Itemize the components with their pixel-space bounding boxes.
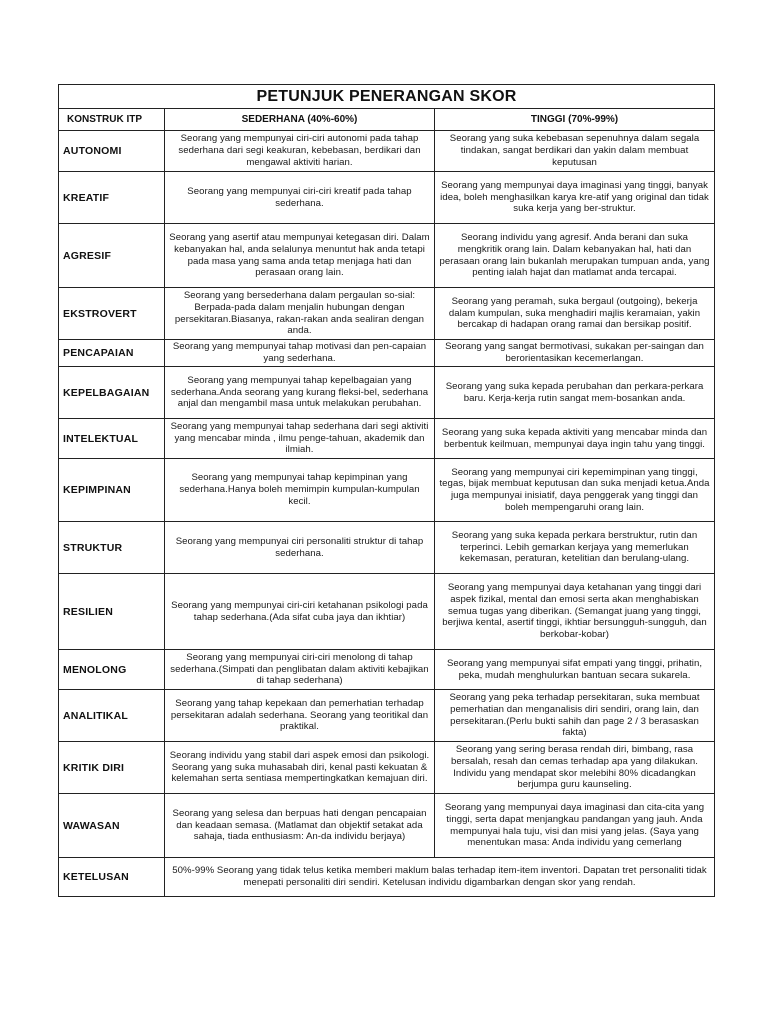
table-row xyxy=(59,172,715,224)
moderate-description: Seorang individu yang stabil dari aspek emosi dan psikologi. Seorang yang suka muhasabah diri, kenal pasti kekuatan & kelemahan serta sentiasa mempertingkatkan kemajuan diri. xyxy=(165,742,435,794)
header-construct: KONSTRUK ITP xyxy=(59,109,165,131)
construct-name: KEPIMPINAN xyxy=(59,459,165,522)
table-row xyxy=(59,574,715,650)
table-row xyxy=(59,522,715,574)
table-row xyxy=(59,288,715,340)
construct-name: KREATIF xyxy=(59,172,165,224)
high-description: Seorang yang mempunyai ciri kepemimpinan yang tinggi, tegas, bijak membuat keputusan dan suka menjadi ketua.Anda juga mempunyai inisiatif, daya penggerak yang tinggi dan boleh mempengaruhi orang lain. xyxy=(435,459,715,522)
table-row xyxy=(59,224,715,288)
high-description: Seorang yang mempunyai daya imaginasi yang tinggi, banyak idea, boleh menghasilkan karya kre-atif yang original dan tidak suka kerja yang ber-struktur. xyxy=(435,172,715,224)
table-row xyxy=(59,459,715,522)
construct-name: KEPELBAGAIAN xyxy=(59,367,165,419)
moderate-description: Seorang yang mempunyai ciri-ciri kreatif pada tahap sederhana. xyxy=(165,172,435,224)
page-title: PETUNJUK PENERANGAN SKOR xyxy=(59,85,715,109)
moderate-description: Seorang yang bersederhana dalam pergaulan so-sial: Berpada-pada dalam menjalin hubungan dengan persekitaran.Biasanya, rakan-rakan anda sealiran dengan anda. xyxy=(165,288,435,340)
transparency-description: 50%-99% Seorang yang tidak telus ketika memberi maklum balas terhadap item-item inventori. Dapatan tret personaliti tidak menepati personaliti diri sendiri. Ketelusan individu digambarkan dengan skor yang rendah. xyxy=(165,858,715,897)
table-row xyxy=(59,858,715,897)
high-description: Seorang yang suka kepada perkara berstruktur, rutin dan terperinci. Lebih gemarkan kerjaya yang memerlukan kekemasan, peraturan, ketelitian dan berulang-ulang. xyxy=(435,522,715,574)
high-description: Seorang yang sering berasa rendah diri, bimbang, rasa bersalah, resah dan cemas terhadap apa yang dilakukan. Individu yang mendapat skor melebihi 80% dicadangkan berjumpa guru kaunseling. xyxy=(435,742,715,794)
score-guide-table xyxy=(58,84,715,897)
moderate-description: Seorang yang selesa dan berpuas hati dengan pencapaian dan keadaan semasa. (Matlamat dan objektif setakat ada sahaja, tiada enthusiasm: An-da individu berjaya) xyxy=(165,794,435,858)
construct-name: INTELEKTUAL xyxy=(59,419,165,459)
high-description: Seorang yang sangat bermotivasi, sukakan per-saingan dan berorientasikan kecemerlangan. xyxy=(435,340,715,367)
construct-name: AGRESIF xyxy=(59,224,165,288)
table-row xyxy=(59,794,715,858)
table-row xyxy=(59,367,715,419)
moderate-description: Seorang yang mempunyai ciri-ciri menolong di tahap sederhana.(Simpati dan penglibatan dalam aktiviti kebajikan di tahap sederhana) xyxy=(165,650,435,690)
moderate-description: Seorang yang mempunyai tahap sederhana dari segi aktiviti yang mencabar minda , ilmu penge-tahuan, akademik dan ilmiah. xyxy=(165,419,435,459)
high-description: Seorang yang peramah, suka bergaul (outgoing), bekerja dalam kumpulan, suka menghadiri majlis keramaian, yakin bercakap di hadapan orang ramai dan bersikap positif. xyxy=(435,288,715,340)
construct-name: STRUKTUR xyxy=(59,522,165,574)
header-high: TINGGI (70%-99%) xyxy=(435,109,715,131)
moderate-description: Seorang yang tahap kepekaan dan pemerhatian terhadap persekitaran adalah sederhana. Seorang yang teoritikal dan praktikal. xyxy=(165,690,435,742)
high-description: Seorang yang mempunyai daya ketahanan yang tinggi dari aspek fizikal, mental dan emosi serta akan menghabiskan semua tugas yang diberikan. (Semangat juang yang tinggi, berjiwa kental, asertif tinggi, ikhtiar bersungguh-sungguh, dan berkobar-kobar) xyxy=(435,574,715,650)
construct-name: WAWASAN xyxy=(59,794,165,858)
table-row xyxy=(59,650,715,690)
construct-name: ANALITIKAL xyxy=(59,690,165,742)
moderate-description: Seorang yang mempunyai ciri-ciri autonomi pada tahap sederhana dari segi keakuran, kebebasan, berdikari dan mengawal aktiviti harian. xyxy=(165,131,435,172)
high-description: Seorang yang suka kebebasan sepenuhnya dalam segala tindakan, sangat berdikari dan yakin dalam membuat keputusan xyxy=(435,131,715,172)
table-row xyxy=(59,340,715,367)
high-description: Seorang yang suka kepada aktiviti yang mencabar minda dan berbentuk keilmuan, mempunyai daya ingin tahu yang tinggi. xyxy=(435,419,715,459)
construct-name: RESILIEN xyxy=(59,574,165,650)
score-guide-sheet xyxy=(58,84,714,897)
table-row xyxy=(59,419,715,459)
table-row xyxy=(59,742,715,794)
construct-name: MENOLONG xyxy=(59,650,165,690)
table-row xyxy=(59,131,715,172)
high-description: Seorang yang mempunyai daya imaginasi dan cita-cita yang tinggi, serta dapat menjangkau pandangan yang jauh. Anda mempunyai hala tuju, visi dan misi yang jelas. (Saya yang menentukan masa: Anda individu yang cemerlang xyxy=(435,794,715,858)
construct-name: EKSTROVERT xyxy=(59,288,165,340)
header-row xyxy=(59,109,715,131)
high-description: Seorang individu yang agresif. Anda berani dan suka mengkritik orang lain. Dalam kebanyakan hal, hati dan perasaan orang lain bukanlah merupakan tumpuan anda, yang penting ialah hajat dan matlamat anda tercapai. xyxy=(435,224,715,288)
moderate-description: Seorang yang mempunyai tahap motivasi dan pen-capaian yang sederhana. xyxy=(165,340,435,367)
construct-name: KETELUSAN xyxy=(59,858,165,897)
table-body xyxy=(59,131,715,897)
construct-name: KRITIK DIRI xyxy=(59,742,165,794)
moderate-description: Seorang yang mempunyai tahap kepimpinan yang sederhana.Hanya boleh memimpin kumpulan-kumpulan kecil. xyxy=(165,459,435,522)
moderate-description: Seorang yang mempunyai tahap kepelbagaian yang sederhana.Anda seorang yang kurang fleksi-bel, sederhana anjal dan mengambil masa untuk melakukan perubahan. xyxy=(165,367,435,419)
construct-name: AUTONOMI xyxy=(59,131,165,172)
moderate-description: Seorang yang mempunyai ciri-ciri ketahanan psikologi pada tahap sederhana.(Ada sifat cuba jaya dan ikhtiar) xyxy=(165,574,435,650)
header-moderate: SEDERHANA (40%-60%) xyxy=(165,109,435,131)
high-description: Seorang yang suka kepada perubahan dan perkara-perkara baru. Kerja-kerja rutin sangat mem-bosankan anda. xyxy=(435,367,715,419)
table-row xyxy=(59,690,715,742)
moderate-description: Seorang yang mempunyai ciri personaliti struktur di tahap sederhana. xyxy=(165,522,435,574)
construct-name: PENCAPAIAN xyxy=(59,340,165,367)
high-description: Seorang yang peka terhadap persekitaran, suka membuat pemerhatian dan menganalisis diri sendiri, orang lain, dan persekitaran.(Perlu bukti sahih dan page 2 / 3 berasaskan fakta) xyxy=(435,690,715,742)
high-description: Seorang yang mempunyai sifat empati yang tinggi, prihatin, peka, mudah menghulurkan bantuan secara sukarela. xyxy=(435,650,715,690)
moderate-description: Seorang yang asertif atau mempunyai ketegasan diri. Dalam kebanyakan hal, anda selalunya menuntut hak anda tetapi pada masa yang sama anda tetap menjaga hati dan perasaan orang lain. xyxy=(165,224,435,288)
